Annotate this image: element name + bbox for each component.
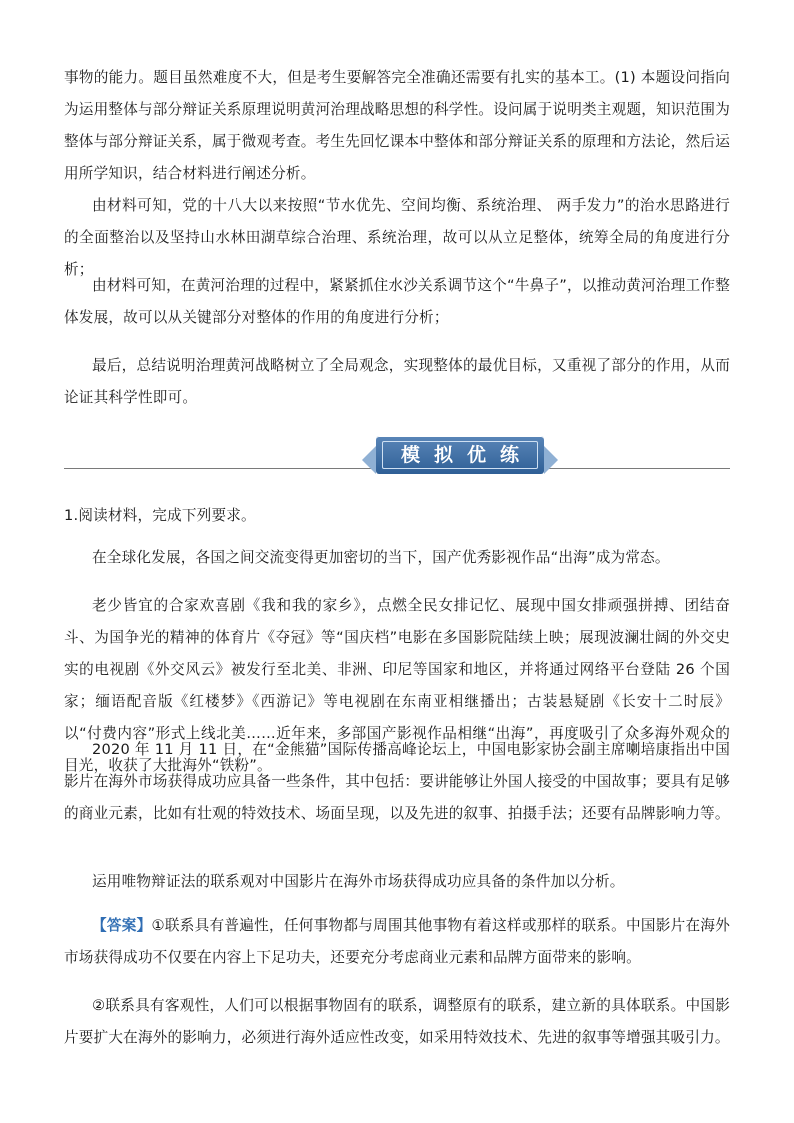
material-paragraph-1: 在全球化发展，各国之间交流变得更加密切的当下，国产优秀影视作品“出海”成为常态。 <box>92 549 670 566</box>
section-banner <box>64 430 730 474</box>
answer-tag: 【答案】 <box>92 917 152 934</box>
question-prompt: 1.阅读材料，完成下列要求。 <box>64 507 256 524</box>
question-task: 运用唯物辩证法的联系观对中国影片在海外市场获得成功应具备的条件加以分析。 <box>92 873 625 890</box>
material-paragraph-3: 2020 年 11 月 11 日，在“金熊猫”国际传播高峰论坛上，中国电影家协会副主席喇培康指出中国影片在海外市场获得成功应具备一些条件，其中包括：要讲能够让外国人接受的中国故事；要具有足够的商业元素，比如有壮观的特效技术、场面呈现，以及先进的叙事、拍摄手法；还要有品牌影响力等。 <box>64 741 730 822</box>
banner-plate <box>376 436 544 474</box>
answer-paragraph-2: ②联系具有客观性，人们可以根据事物固有的联系，调整原有的联系，建立新的具体联系。中国影片要扩大在海外的影响力，必须进行海外适应性改变，如采用特效技术、先进的叙事等增强其吸引力。 <box>64 997 730 1046</box>
material-paragraph-2: 老少皆宜的合家欢喜剧《我和我的家乡》，点燃全民女排记忆、展现中国女排顽强拼搏、团结奋斗、为国争光的精神的体育片《夺冠》等“国庆档”电影在多国影院陆续上映；展现波澜壮阔的外交史实的电视剧《外交风云》被发行至北美、非洲、印尼等国家和地区，并将通过网络平台登陆 26 个国家；缅语配音版《红楼梦》《西游记》等电视剧在东南亚相继播出；古装悬疑剧《长安十二时辰》以“付费内容”形式上线北美……近年来，多部国产影视作品相继“出海”，再度吸引了众多海外观众的目光，收获了大批海外“铁粉”。 <box>64 597 730 774</box>
answer-paragraph-1 <box>64 910 730 974</box>
analysis-paragraph-3: 最后，总结说明治理黄河战略树立了全局观念，实现整体的最优目标，又重视了部分的作用，从而论证其科学性即可。 <box>64 357 730 406</box>
analysis-paragraph-2: 由材料可知，在黄河治理的过程中，紧紧抓住水沙关系调节这个“牛鼻子”，以推动黄河治理工作整体发展，故可以从关键部分对整体的作用的角度进行分析； <box>64 277 730 326</box>
answer-text-1: ①联系具有普遍性，任何事物都与周围其他事物有着这样或那样的联系。中国影片在海外市场获得成功不仅要在内容上下足功夫，还要充分考虑商业元素和品牌方面带来的影响。 <box>64 917 730 966</box>
banner-title: 模拟优练 <box>400 444 533 466</box>
analysis-intro-paragraph: 事物的能力。题目虽然难度不大，但是考生要解答完全准确还需要有扎实的基本工。(1) 本题设问指向为运用整体与部分辩证关系原理说明黄河治理战略思想的科学性。设问属于说明类主观题，知识范围为整体与部分辩证关系，属于微观考查。考生先回忆课本中整体和部分辩证关系的原理和方法论，然后运用所学知识，结合材料进行阐述分析。 <box>64 69 730 182</box>
analysis-paragraph-1: 由材料可知，党的十八大以来按照“节水优先、空间均衡、系统治理、 两手发力”的治水思路进行的全面整治以及坚持山水林田湖草综合治理、系统治理，故可以从立足整体，统筹全局的角度进行分析； <box>64 197 730 278</box>
